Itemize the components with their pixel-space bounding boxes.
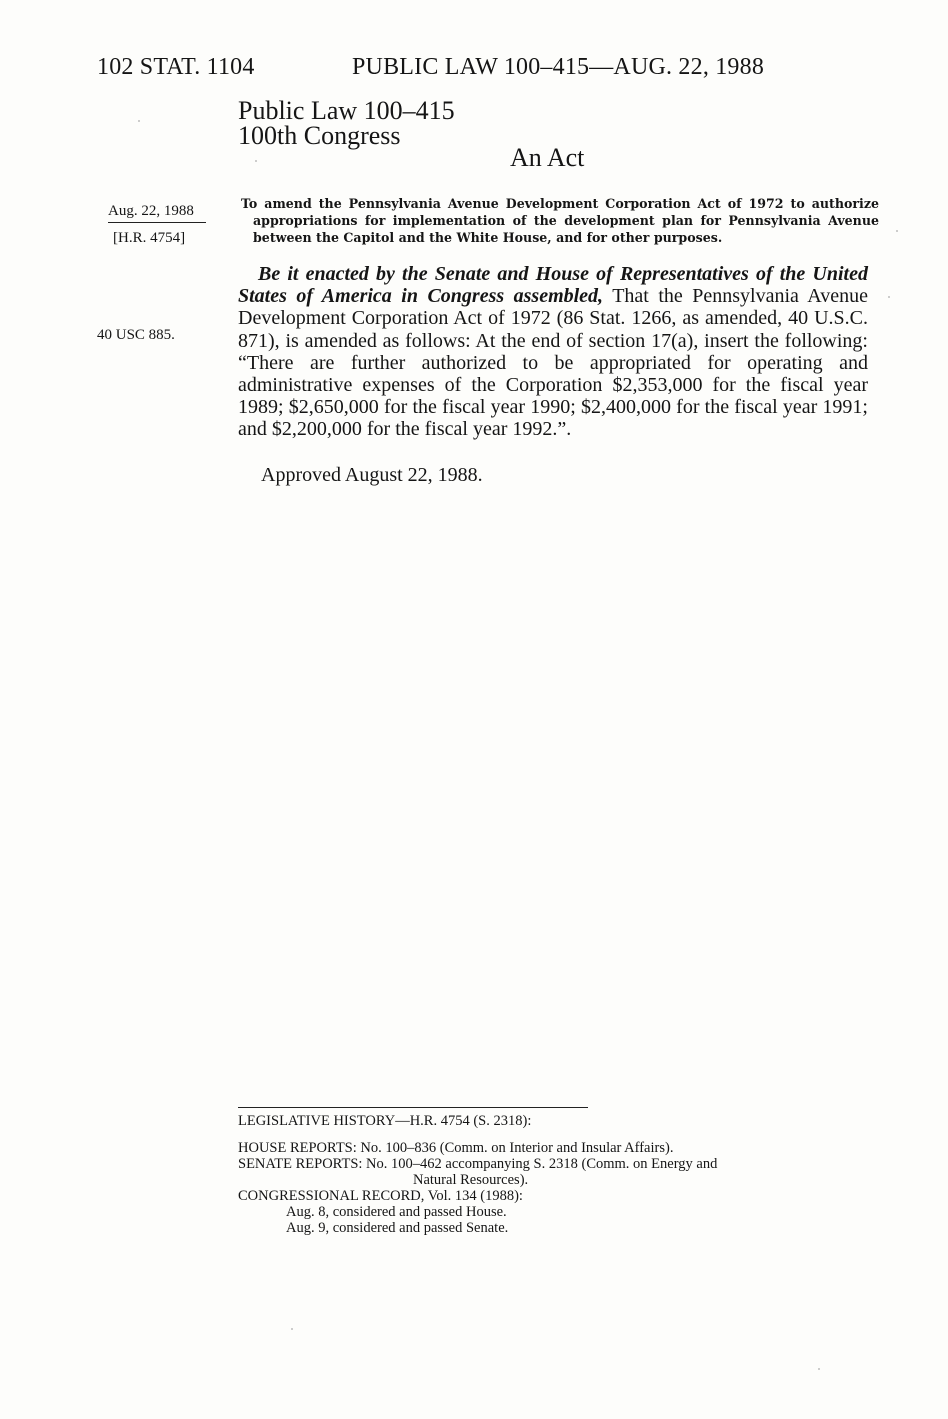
act-heading: An Act [510, 143, 585, 172]
scan-speck [255, 160, 257, 162]
house-reports: HOUSE REPORTS: No. 100–836 (Comm. on Interior and Insular Affairs). [238, 1140, 674, 1156]
enacting-text: That the Pennsylvania Avenue Development Corporation Act of 1972 (86 Stat. 1266, as amended, 40 U.S.C. 871), is amended as follows: At the end of section 17(a), insert the following: “There are further authorized to be appropriated for operating and administrative expenses of the Corporation $2,353,000 for the fiscal year 1989; $2,650,000 for the fiscal year 1990; $2,400,000 for the fiscal year 1991; and $2,200,000 for the fiscal year 1992.”. [238, 285, 869, 441]
footnote-divider [238, 1107, 588, 1108]
margin-note-usc: 40 USC 885. [97, 327, 175, 343]
legislative-history-title: LEGISLATIVE HISTORY—H.R. 4754 (S. 2318): [238, 1113, 532, 1129]
margin-note-bill: [H.R. 4754] [113, 230, 186, 246]
public-law-title: Public Law 100–415 [238, 96, 455, 125]
history-action: Aug. 9, considered and passed Senate. [286, 1220, 509, 1236]
enacting-clause [238, 263, 868, 441]
senate-reports-continued: Natural Resources). [413, 1172, 529, 1188]
approval-date: Approved August 22, 1988. [261, 464, 483, 486]
margin-note-date: Aug. 22, 1988 [108, 203, 206, 223]
act-purpose: To amend the Pennsylvania Avenue Development Corporation Act of 1972 to authorize appropriations for implementation of the development plan for Pennsylvania Avenue between the Capitol and the White House, and for other purposes. [241, 196, 879, 245]
scan-speck [138, 120, 140, 122]
scan-speck [818, 1368, 820, 1370]
running-title: PUBLIC LAW 100–415—AUG. 22, 1988 [352, 54, 765, 80]
scan-speck [896, 230, 898, 232]
congressional-record: CONGRESSIONAL RECORD, Vol. 134 (1988): [238, 1188, 523, 1204]
statute-page-number: 102 STAT. 1104 [97, 54, 255, 80]
history-action: Aug. 8, considered and passed House. [286, 1204, 507, 1220]
scan-speck [888, 296, 890, 298]
congress-label: 100th Congress [238, 121, 401, 150]
enacting-formula: Be it enacted by the Senate and House of Representatives of the United States of America in Congress assembled, [238, 263, 868, 308]
scan-speck [291, 1328, 293, 1330]
legislative-history [238, 1113, 868, 1236]
senate-reports: SENATE REPORTS: No. 100–462 accompanying S. 2318 (Comm. on Energy and [238, 1156, 718, 1172]
